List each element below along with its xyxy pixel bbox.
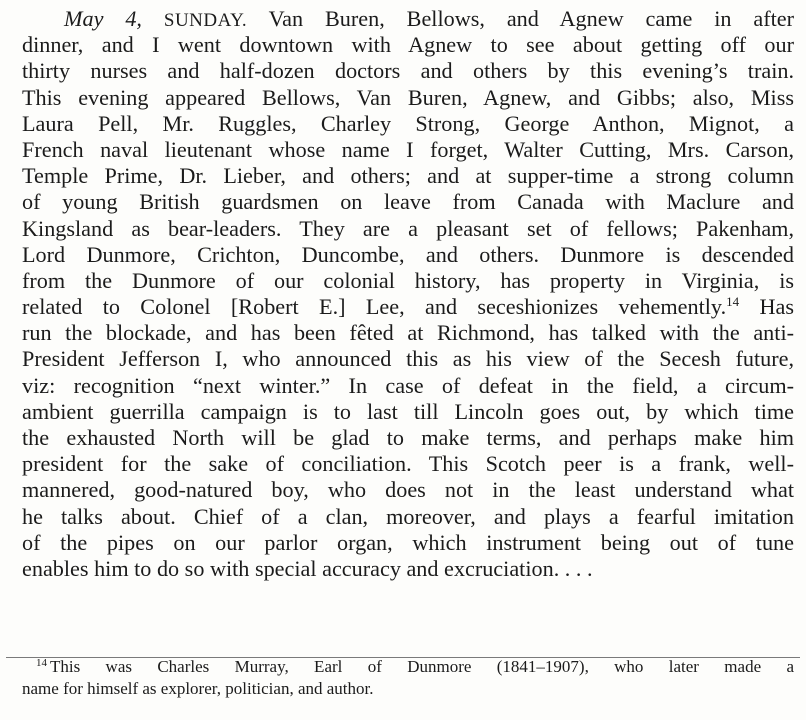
text-line-19: mannered, good-natured boy, who does not in the least understand what bbox=[22, 477, 794, 503]
text-line-15: viz: recognition “next winter.” In case of defeat in the field, a circum- bbox=[22, 372, 794, 398]
entry-date: May 4, bbox=[64, 6, 142, 31]
text-line-6: French naval lieutenant whose name I forget, Walter Cutting, Mrs. Carson, bbox=[22, 136, 794, 162]
footnote-line-1 bbox=[22, 656, 794, 678]
text-line-3: thirty nurses and half-dozen doctors and others by this evening’s train. bbox=[22, 58, 794, 84]
diary-entry bbox=[22, 6, 794, 582]
text-line-8: of young British guardsmen on leave from Canada with Maclure and bbox=[22, 189, 794, 215]
text-line-11: from the Dunmore of our colonial history, has property in Virginia, is bbox=[22, 267, 794, 293]
text-line-12 bbox=[22, 294, 794, 320]
text-line-14: President Jefferson I, who announced this as his view of the Secesh future, bbox=[22, 346, 794, 372]
footnote-reference[interactable]: 14 bbox=[726, 294, 740, 310]
text-line-1 bbox=[22, 6, 794, 32]
text-line-4: This evening appeared Bellows, Van Buren, Agnew, and Gibbs; also, Miss bbox=[22, 84, 794, 110]
text-line-12-content: related to Colonel [Robert E.] Lee, and seceshionizes vehemently. bbox=[22, 294, 727, 320]
text-line-16: ambient guerrilla campaign is to last till Lincoln goes out, by which time bbox=[22, 398, 794, 424]
text-line-10: Lord Dunmore, Crichton, Duncombe, and others. Dunmore is descended bbox=[22, 241, 794, 267]
text-line-20: he talks about. Chief of a clan, moreover, and plays a fearful imitation bbox=[22, 503, 794, 529]
footnote bbox=[22, 656, 794, 700]
text-line-17: the exhausted North will be glad to make terms, and perhaps make him bbox=[22, 425, 794, 450]
footnote-line-2: name for himself as explorer, politician, and author. bbox=[22, 679, 374, 698]
text-line-12-tail: Has bbox=[739, 294, 794, 320]
text-line-5: Laura Pell, Mr. Ruggles, Charley Strong, George Anthon, Mignot, a bbox=[22, 110, 794, 136]
text-line-2: dinner, and I went downtown with Agnew to see about getting off our bbox=[22, 32, 794, 58]
footnote-line-1-content: This was Charles Murray, Earl of Dunmore (1841–1907), who later made a bbox=[50, 657, 794, 676]
text-line-21: of the pipes on our parlor organ, which instrument being out of tune bbox=[22, 529, 794, 555]
text-line-1-content: Van Buren, Bellows, and Agnew came in after bbox=[247, 6, 794, 31]
text-line-18: president for the sake of conciliation. This Scotch peer is a frank, well- bbox=[22, 451, 794, 477]
text-line-13: run the blockade, and has been fêted at Richmond, has talked with the anti- bbox=[22, 320, 794, 346]
text-line-22: enables him to do so with special accuracy and excruciation. . . . bbox=[22, 555, 593, 581]
entry-day: SUNDAY. bbox=[163, 10, 248, 31]
text-line-7: Temple Prime, Dr. Lieber, and others; and at supper-time a strong column bbox=[22, 163, 794, 189]
text-line-9: Kingsland as bear-leaders. They are a pleasant set of fellows; Pakenham, bbox=[22, 215, 794, 241]
footnote-marker: 14 bbox=[36, 657, 47, 669]
